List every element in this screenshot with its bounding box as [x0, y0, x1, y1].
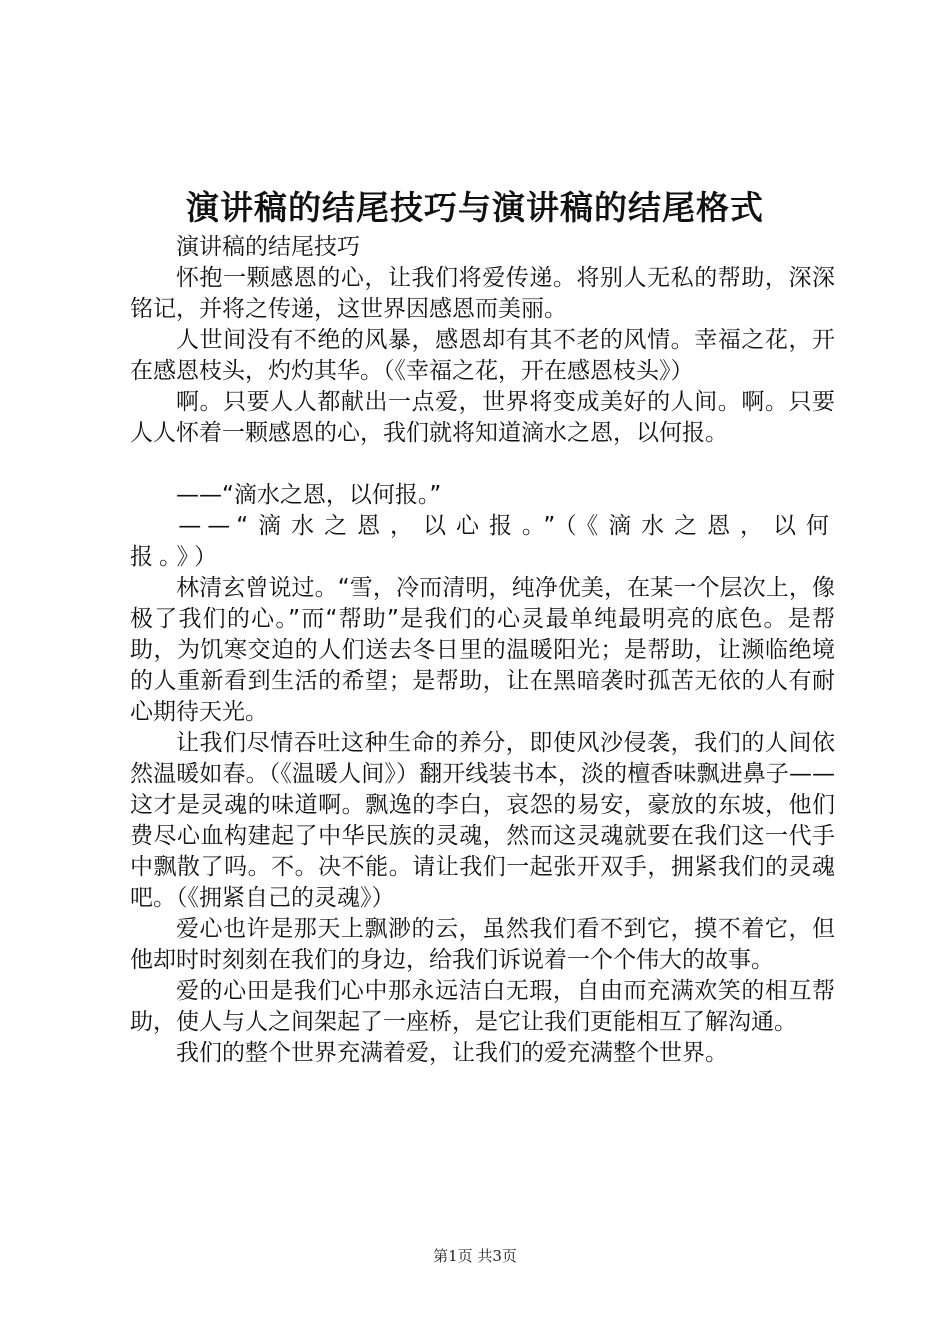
page-footer: 第1页 共3页: [433, 1247, 517, 1265]
document-title: 演讲稿的结尾技巧与演讲稿的结尾格式: [186, 188, 764, 227]
paragraph: 让我们尽情吞吐这种生命的养分，即使风沙侵袭，我们的人间依然温暖如春。（《温暖人间》）翻开线装书本，淡的檀香味飘进鼻子——这才是灵魂的味道啊。飘逸的李白，哀怨的易安，豪放的东坡，他们费尽心血构建起了中华民族的灵魂，然而这灵魂就要在我们这一代手中飘散了吗。不。决不能。请让我们一起张开双手，拥紧我们的灵魂吧。（《拥紧自己的灵魂》）: [130, 730, 835, 911]
paragraph: 爱心也许是那天上飘渺的云，虽然我们看不到它，摸不着它，但他却时时刻刻在我们的身边，给我们诉说着一个个伟大的故事。: [130, 916, 835, 973]
paragraph: 林清玄曾说过。“雪，冷而清明，纯净优美，在某一个层次上，像极了我们的心。”而“帮助”是我们的心灵最单纯最明亮的底色。是帮助，为饥寒交迫的人们送去冬日里的温暖阳光；是帮助，让濒临绝境的人重新看到生活的希望；是帮助，让在黑暗袭时孤苦无依的人有耐心期待天光。: [130, 575, 835, 725]
paragraph: 人世间没有不绝的风暴，感恩却有其不老的风情。幸福之花，开在感恩枝头，灼灼其华。（《幸福之花，开在感恩枝头》）: [130, 327, 835, 384]
paragraph-subheading: 演讲稿的结尾技巧: [176, 234, 360, 260]
paragraph-quote: ——“滴水之恩，以何报。”: [176, 482, 442, 508]
paragraph-quote: ——“滴水之恩，以心报。”（《滴水之恩，以何报。》）: [130, 513, 835, 570]
paragraph: 爱的心田是我们心中那永远洁白无瑕，自由而充满欢笑的相互帮助，使人与人之间架起了一座桥，是它让我们更能相互了解沟通。: [130, 978, 835, 1035]
paragraph: 啊。只要人人都献出一点爱，世界将变成美好的人间。啊。只要人人怀着一颗感恩的心，我们就将知道滴水之恩，以何报。: [130, 389, 835, 446]
document-body: [130, 232, 835, 1069]
paragraph: 我们的整个世界充满着爱，让我们的爱充满整个世界。: [176, 1040, 728, 1066]
paragraph: 怀抱一颗感恩的心，让我们将爱传递。将别人无私的帮助，深深铭记，并将之传递，这世界因感恩而美丽。: [130, 265, 835, 322]
